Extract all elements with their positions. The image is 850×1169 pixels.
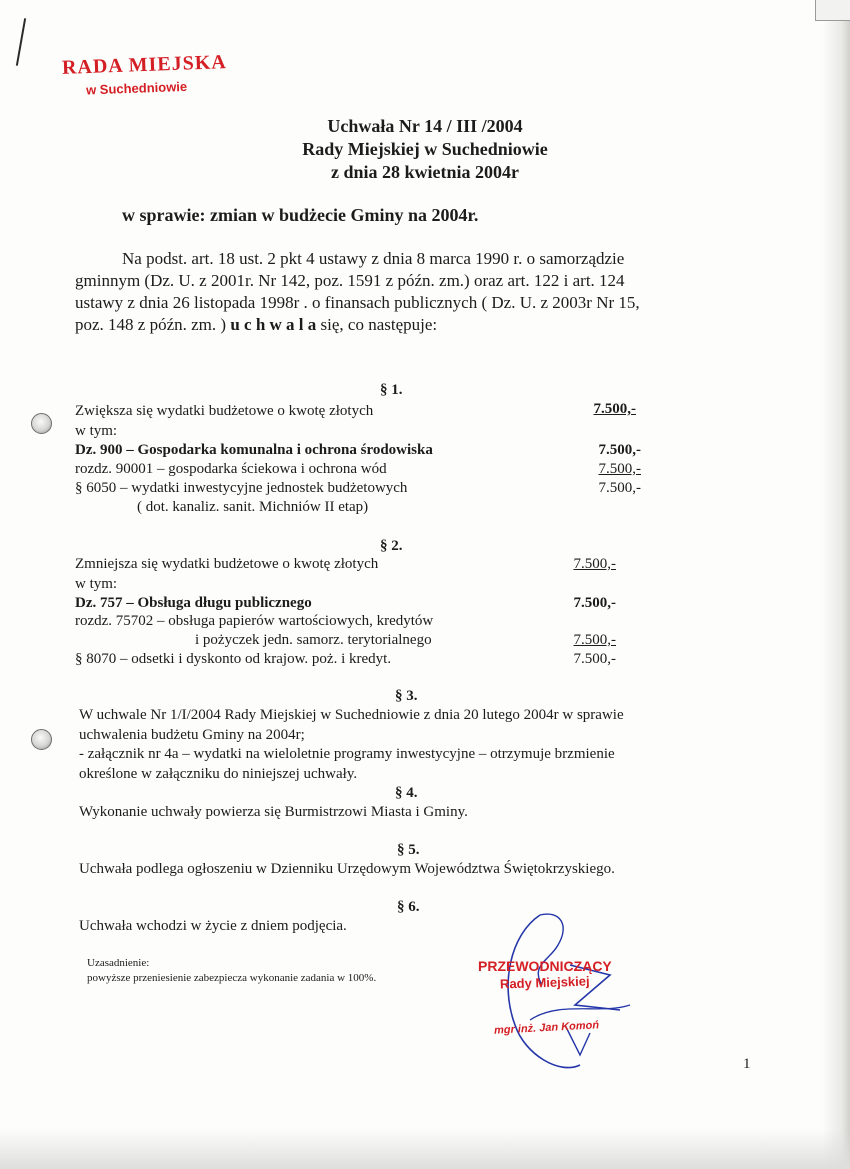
par6-heading: § 6. — [397, 899, 420, 915]
scan-corner-mark — [815, 0, 850, 21]
par4-heading: § 4. — [395, 785, 418, 801]
pen-mark — [16, 18, 26, 66]
par1-chapter: rozdz. 90001 – gospodarka ściekowa i ochrona wód — [75, 461, 387, 477]
resolution-council: Rady Miejskiej w Suchedniowie — [302, 139, 548, 159]
par1-chapter-amount: 7.500,- — [598, 461, 641, 477]
page-number: 1 — [743, 1056, 751, 1072]
chairman-stamp-name: mgr inż. Jan Komoń — [493, 1019, 600, 1037]
par1-w-tym: w tym: — [75, 423, 118, 439]
stamp-line-2: w Suchedniowie — [85, 78, 188, 98]
par3-line-3: - załącznik nr 4a – wydatki na wieloletnie programy inwestycyjne – otrzymuje brzmienie — [79, 746, 615, 762]
par2-intro: Zmniejsza się wydatki budżetowe o kwotę złotych — [75, 556, 379, 572]
par2-intro-amount: 7.500,- — [573, 556, 616, 572]
signature-scribble — [470, 905, 660, 1080]
par2-w-tym: w tym: — [75, 576, 118, 592]
scan-bottom-edge — [0, 1129, 850, 1169]
par1-intro-amount: 7.500,- — [593, 401, 636, 417]
justification-text: powyższe przeniesienie zabezpiecza wykonanie zadania w 100%. — [87, 972, 377, 984]
par5-heading: § 5. — [397, 842, 420, 858]
par3-line-4: określone w załączniku do niniejszej uchwały. — [79, 766, 358, 782]
preamble-resolves: u c h w a l a — [230, 315, 317, 334]
par1-intro: Zwiększa się wydatki budżetowe o kwotę złotych — [75, 403, 374, 419]
resolution-subject: w sprawie: zmian w budżecie Gminy na 2004r. — [122, 205, 479, 225]
par3-line-1: W uchwale Nr 1/I/2004 Rady Miejskiej w Suchedniowie z dnia 20 lutego 2004r w sprawie — [79, 707, 624, 723]
par1-paragraph: § 6050 – wydatki inwestycyjne jednostek budżetowych — [75, 480, 408, 496]
par2-division-amount: 7.500,- — [573, 595, 616, 611]
par5-text: Uchwała podlega ogłoszeniu w Dzienniku Urzędowym Województwa Świętokrzyskiego. — [79, 861, 615, 877]
punch-hole-bottom — [31, 729, 52, 750]
par2-chapter-line-2: i pożyczek jedn. samorz. terytorialnego — [195, 632, 432, 648]
par2-heading: § 2. — [380, 538, 403, 554]
stamp-line-1: RADA MIEJSKA — [61, 51, 228, 79]
par3-heading: § 3. — [395, 688, 418, 704]
council-stamp — [61, 51, 228, 98]
resolution-date: z dnia 28 kwietnia 2004r — [330, 162, 519, 182]
preamble-line-4 — [75, 315, 437, 335]
chairman-stamp-title: PRZEWODNICZĄCY — [478, 958, 612, 974]
par4-text: Wykonanie uchwały powierza się Burmistrzowi Miasta i Gminy. — [79, 804, 468, 820]
par6-text: Uchwała wchodzi w życie z dniem podjęcia. — [79, 918, 347, 934]
par3-line-2: uchwalenia budżetu Gminy na 2004r; — [79, 727, 305, 743]
par1-note: ( dot. kanaliz. sanit. Michniów II etap) — [137, 499, 369, 515]
par2-paragraph-amount: 7.500,- — [573, 651, 616, 667]
par1-heading: § 1. — [380, 382, 403, 398]
preamble-line-4-start: poz. 148 z późn. zm. ) — [75, 315, 227, 334]
justification-label: Uzasadnienie: — [87, 957, 150, 969]
preamble-line-1: Na podst. art. 18 ust. 2 pkt 4 ustawy z dnia 8 marca 1990 r. o samorządzie — [122, 249, 625, 268]
punch-hole-top — [31, 413, 52, 434]
preamble-line-3: ustawy z dnia 26 listopada 1998r . o finansach publicznych ( Dz. U. z 2003r Nr 15, — [75, 293, 640, 312]
chairman-stamp-body: Rady Miejskiej — [499, 973, 590, 992]
resolution-number: Uchwała Nr 14 / III /2004 — [327, 116, 523, 136]
par1-division-amount: 7.500,- — [598, 442, 641, 458]
par1-paragraph-amount: 7.500,- — [598, 480, 641, 496]
par2-chapter-amount: 7.500,- — [573, 632, 616, 648]
par1-division: Dz. 900 – Gospodarka komunalna i ochrona środowiska — [75, 442, 433, 458]
par2-paragraph: § 8070 – odsetki i dyskonto od krajow. poż. i kredyt. — [75, 651, 392, 667]
preamble-line-4-end: się, co następuje: — [320, 315, 438, 334]
preamble-line-2: gminnym (Dz. U. z 2001r. Nr 142, poz. 1591 z późn. zm.) oraz art. 122 i art. 124 — [75, 271, 625, 290]
par2-division: Dz. 757 – Obsługa długu publicznego — [75, 595, 312, 611]
par2-chapter-line-1: rozdz. 75702 – obsługa papierów wartościowych, kredytów — [75, 613, 434, 629]
